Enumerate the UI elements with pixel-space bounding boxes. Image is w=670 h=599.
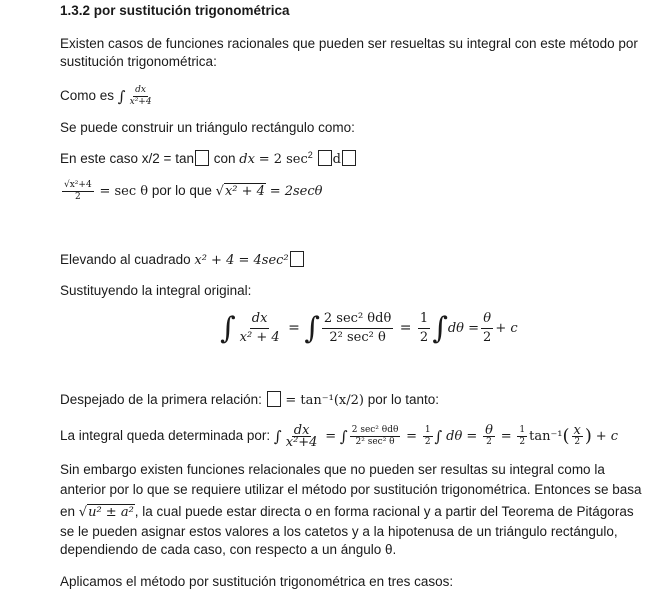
main-integral-equation: ∫ $\frac{dx}{\text{x² + 4}}$ = ∫ $\frac{\text{2 sec² θdθ}}{\text{2² sec² θ}}$ = $\frac{1}{2}$ ∫ dθ = $\frac{\theta}{2}$ + c bbox=[220, 310, 518, 346]
como-es-label: Como es bbox=[60, 88, 115, 104]
sec-line: $\frac{\text{√x²+4}}{2}$ = sec θ por lo que √x² + 4 = 2secθ bbox=[64, 180, 323, 202]
sin-embargo-line-5: dependiendo de cada caso, con respecto a un ángulo θ. bbox=[60, 542, 397, 557]
placeholder-box bbox=[195, 150, 209, 166]
integral-sign: ∫ bbox=[117, 87, 126, 106]
elevando-line: Elevando al cuadrado x² + 4 = 4sec² bbox=[60, 250, 305, 271]
despejado-line: Despejado de la primera relación: = tan⁻¹(x/2) por lo tanto: bbox=[60, 392, 440, 408]
sin-embargo-line-2: anterior por lo que se requiere utilizar el método por sustitución trigonométrica. Entonces se basa bbox=[60, 482, 642, 497]
placeholder-box bbox=[267, 391, 281, 407]
section-heading: 1.3.2 por sustitución trigonométrica bbox=[60, 3, 290, 18]
intro-line-1: Existen casos de funciones racionales que pueden ser resueltas su integral con este método por bbox=[60, 36, 638, 51]
sin-embargo-line-3: en √u² ± a², la cual puede estar directa o en forma racional y a partir del Teorema de Pitágoras bbox=[60, 504, 634, 520]
triangle-line: Se puede construir un triángulo rectángulo como: bbox=[60, 120, 355, 135]
placeholder-box bbox=[342, 150, 356, 166]
caso-line: En este caso x/2 = tan con dx = 2 $\sec^2 d$ bbox=[60, 149, 357, 170]
placeholder-box bbox=[318, 150, 332, 166]
sec-fraction: $\frac{\text{√x²+4}}{2}$ bbox=[64, 180, 92, 202]
sin-embargo-line-1: Sin embargo existen funciones relacionales que no pueden ser resultas su integral como la bbox=[60, 462, 605, 477]
sin-embargo-line-4: se le pueden asignar estos valores a los catetos y a la hipotenusa de un triángulo rectángulo, bbox=[60, 524, 618, 539]
placeholder-box bbox=[290, 251, 304, 267]
como-es-line bbox=[60, 85, 156, 108]
aplicamos-line: Aplicamos el método por sustitución trigonométrica en tres casos: bbox=[60, 574, 454, 589]
integral-fraction: $\frac{dx}{\text{x²+4}}$ bbox=[129, 85, 152, 107]
intro-line-2: sustitución trigonométrica: bbox=[60, 54, 217, 69]
determinada-line: La integral queda determinada por: ∫ $\frac{dx}{\text{x²+4}}$ = ∫ $\frac{\text{2 sec² θdθ}}{\text{2² sec² θ}}$ = $\frac{1}{2}$ ∫ dθ = $\frac{\theta}{2}$ = $\frac{1}{2}$ tan⁻¹( $\frac{x}{2}$ ) + c bbox=[60, 423, 618, 450]
sustituyendo-line: Sustituyendo la integral original: bbox=[60, 283, 252, 298]
